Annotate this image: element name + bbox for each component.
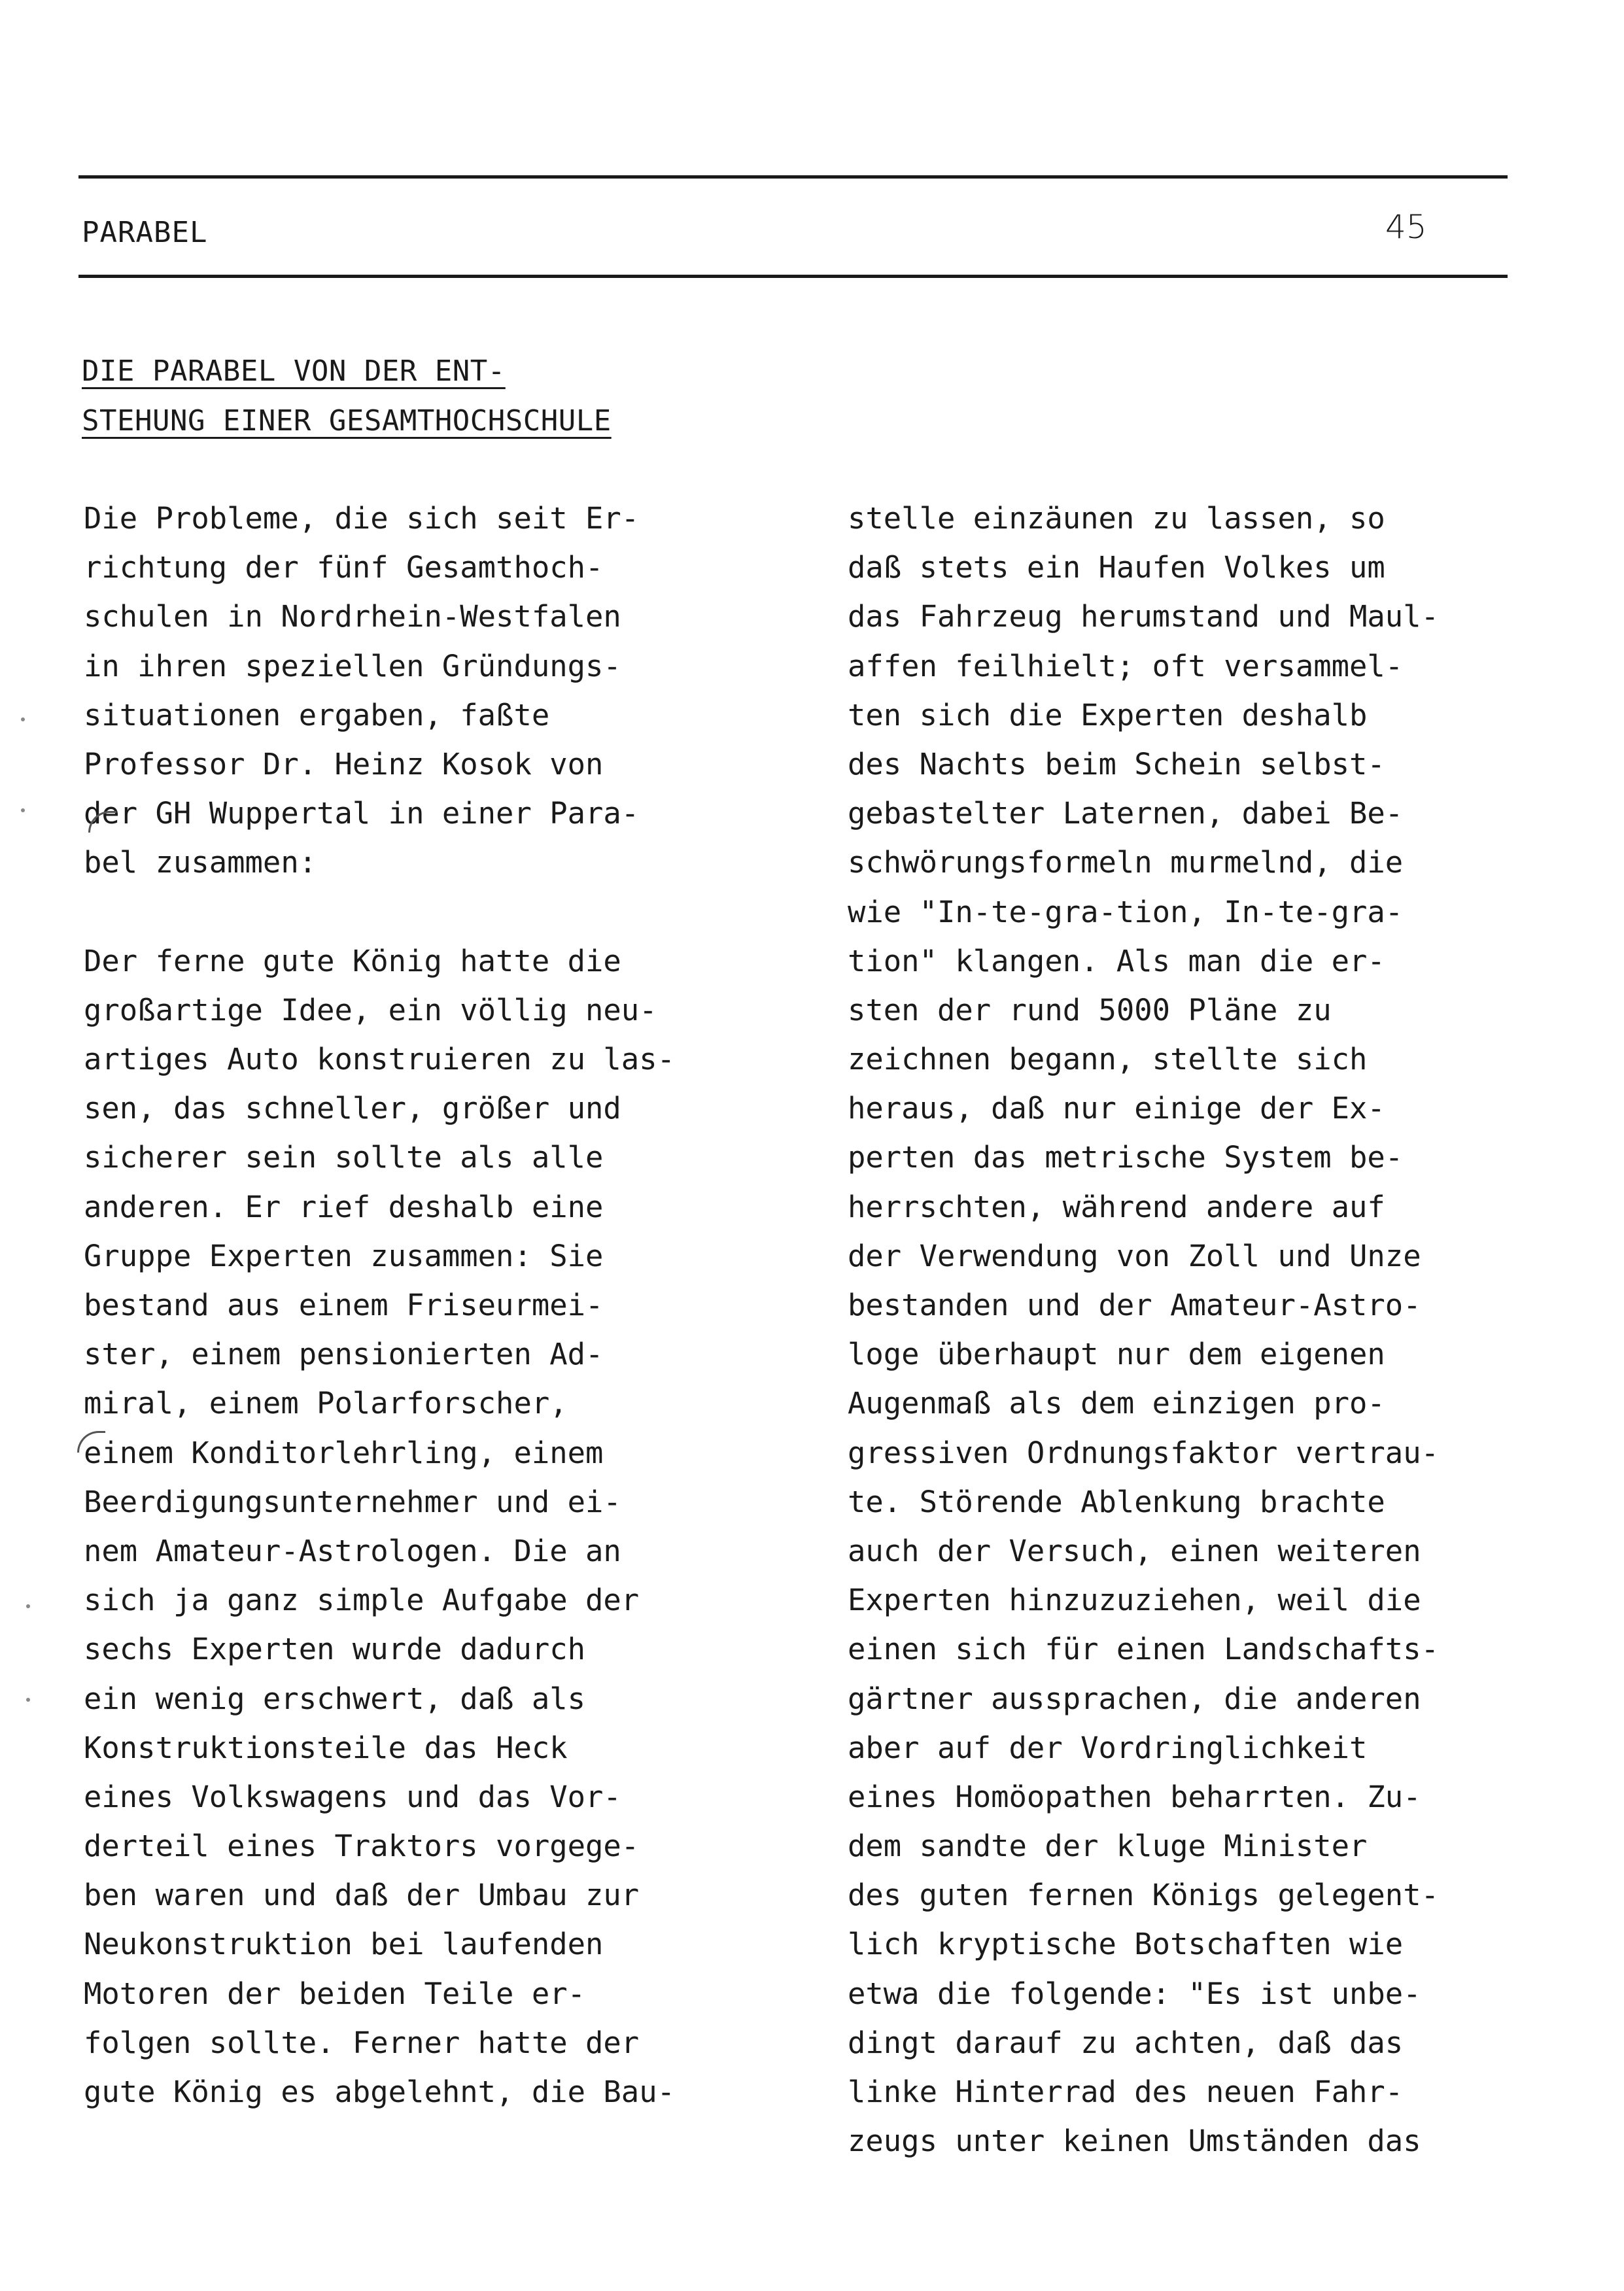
page-number: 45 (1385, 208, 1427, 246)
body-line: folgen sollte. Ferner hatte der (84, 2025, 640, 2060)
body-line: eines Volkswagens und das Vor- (84, 1779, 621, 1814)
body-line: ben waren und daß der Umbau zur (84, 1878, 640, 1913)
body-line: Gruppe Experten zusammen: Sie (84, 1238, 604, 1273)
body-line: perten das metrische System be- (848, 1140, 1404, 1175)
body-line: dem sandte der kluge Minister (848, 1829, 1368, 1864)
body-line: tion" klangen. Als man die er- (848, 943, 1385, 978)
left-column (84, 494, 675, 2116)
body-line: affen feilhielt; oft versammel- (848, 648, 1404, 683)
body-line: gärtner aussprachen, die anderen (848, 1681, 1421, 1716)
title-line-1: DIE PARABEL VON DER ENT- (82, 354, 506, 388)
body-line: ein wenig erschwert, daß als (84, 1681, 586, 1716)
body-line: einen sich für einen Landschafts- (848, 1632, 1439, 1667)
body-line: des Nachts beim Schein selbst- (848, 746, 1385, 782)
body-line: Augenmaß als dem einzigen pro- (848, 1386, 1385, 1421)
body-line: aber auf der Vordringlichkeit (848, 1730, 1368, 1765)
body-line: Motoren der beiden Teile er- (84, 1976, 586, 2011)
title-line-2: STEHUNG EINER GESAMTHOCHSCHULE (82, 404, 612, 438)
margin-dot (21, 717, 25, 721)
body-line: te. Störende Ablenkung brachte (848, 1484, 1385, 1519)
body-line: derteil eines Traktors vorgege- (84, 1829, 640, 1864)
body-line: bestand aus einem Friseurmei- (84, 1288, 604, 1322)
body-line: heraus, daß nur einige der Ex- (848, 1091, 1385, 1126)
body-line: zeichnen begann, stellte sich (848, 1042, 1368, 1077)
body-line: der Verwendung von Zoll und Unze (848, 1238, 1421, 1273)
margin-dot (26, 1604, 30, 1608)
body-line: herrschten, während andere auf (848, 1189, 1385, 1224)
body-line: dingt darauf zu achten, daß das (848, 2025, 1404, 2060)
margin-dot (26, 1698, 30, 1702)
margin-mark (77, 1431, 105, 1453)
body-line: schwörungsformeln murmelnd, die (848, 845, 1404, 880)
body-line: zeugs unter keinen Umständen das (848, 2124, 1421, 2159)
body-line: Experten hinzuzuziehen, weil die (848, 1583, 1421, 1618)
body-line: bestanden und der Amateur-Astro- (848, 1288, 1421, 1322)
body-line: Neukonstruktion bei laufenden (84, 1927, 604, 1962)
body-line: stelle einzäunen zu lassen, so (848, 501, 1385, 536)
body-line: gressiven Ordnungsfaktor vertrau- (848, 1435, 1439, 1470)
header-rule-top (78, 175, 1508, 179)
body-line: artiges Auto konstruieren zu las- (84, 1042, 675, 1077)
paragraph-gap (84, 887, 675, 937)
body-line: gebastelter Laternen, dabei Be- (848, 796, 1404, 831)
right-column (848, 494, 1439, 2165)
body-line: großartige Idee, ein völlig neu- (84, 992, 657, 1027)
body-line: sicherer sein sollte als alle (84, 1140, 604, 1175)
body-line: ster, einem pensionierten Ad- (84, 1337, 604, 1372)
body-line: loge überhaupt nur dem eigenen (848, 1337, 1385, 1372)
body-line: des guten fernen Königs gelegent- (848, 1878, 1439, 1913)
body-line: linke Hinterrad des neuen Fahr- (848, 2075, 1404, 2109)
body-line: nem Amateur-Astrologen. Die an (84, 1533, 621, 1568)
intro-line: Die Probleme, die sich seit Er- (84, 501, 640, 536)
intro-line: situationen ergaben, faßte (84, 697, 550, 732)
body-line: daß stets ein Haufen Volkes um (848, 550, 1385, 585)
body-line: Der ferne gute König hatte die (84, 943, 621, 978)
body-line: gute König es abgelehnt, die Bau- (84, 2075, 675, 2109)
intro-line: in ihren speziellen Gründungs- (84, 648, 621, 683)
body-line: anderen. Er rief deshalb eine (84, 1189, 604, 1224)
body-line: einem Konditorlehrling, einem (84, 1435, 604, 1470)
body-line: sten der rund 5000 Pläne zu (848, 992, 1332, 1027)
body-line: sich ja ganz simple Aufgabe der (84, 1583, 640, 1618)
article-title (82, 347, 612, 446)
body-line: Beerdigungsunternehmer und ei- (84, 1484, 621, 1519)
intro-line: der GH Wuppertal in einer Para- (84, 796, 640, 831)
intro-line: Professor Dr. Heinz Kosok von (84, 746, 604, 782)
intro-line: richtung der fünf Gesamthoch- (84, 550, 604, 585)
body-line: miral, einem Polarforscher, (84, 1386, 568, 1421)
intro-line: bel zusammen: (84, 845, 317, 880)
body-line: eines Homöopathen beharrten. Zu- (848, 1779, 1421, 1814)
body-line: lich kryptische Botschaften wie (848, 1927, 1404, 1962)
running-header: PARABEL (82, 216, 208, 249)
body-line: wie "In-te-gra-tion, In-te-gra- (848, 894, 1404, 929)
body-line: das Fahrzeug herumstand und Maul- (848, 599, 1439, 634)
body-line: sen, das schneller, größer und (84, 1091, 621, 1126)
body-line: ten sich die Experten deshalb (848, 697, 1368, 732)
body-line: Konstruktionsteile das Heck (84, 1730, 568, 1765)
body-line: etwa die folgende: "Es ist unbe- (848, 1976, 1421, 2011)
body-line: sechs Experten wurde dadurch (84, 1632, 586, 1667)
intro-line: schulen in Nordrhein-Westfalen (84, 599, 621, 634)
header-rule-bottom (78, 275, 1508, 278)
body-line: auch der Versuch, einen weiteren (848, 1533, 1421, 1568)
margin-dot (21, 808, 25, 812)
